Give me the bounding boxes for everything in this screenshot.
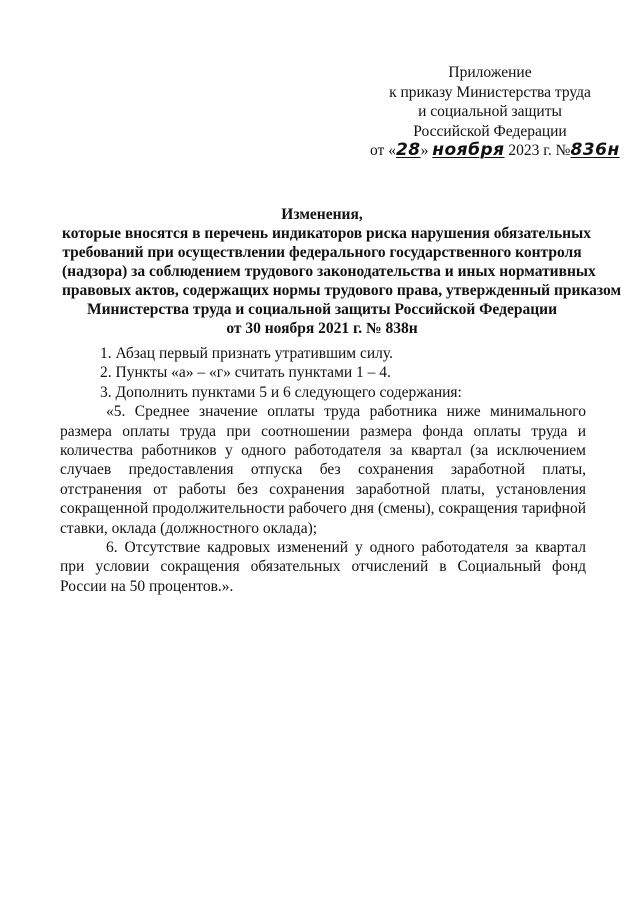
date-year-number-label: 2023 г. № (508, 142, 571, 159)
title-line-5: правовых актов, содержащих нормы трудового права, утвержденный приказом (62, 282, 622, 299)
title-line-2: которые вносятся в перечень индикаторов риска нарушения обязательных (62, 225, 591, 242)
title-line-3: требований при осуществлении федерального государственного контроля (62, 244, 582, 261)
document-title (62, 205, 622, 338)
date-prefix: от « (370, 142, 396, 159)
appendix-ministry-line: и социальной защиты (418, 103, 562, 120)
appendix-country-line: Российской Федерации (413, 122, 567, 140)
appendix-label: Приложение (448, 64, 532, 81)
handwritten-order-number: 836н (570, 140, 620, 160)
list-item-3: 3. Дополнить пунктами 5 и 6 следующего содержания: (100, 383, 462, 401)
handwritten-month: ноября (432, 140, 505, 160)
paragraph-item-5: «5. Среднее значение оплаты труда работника ниже минимального размера оплаты труда при соотношении размера фонда оплаты труда и количества работников у одного работодателя за квартал (за исключением случаев предоставления отпуска без сохранения заработной платы, отстранения от работы без сохранения заработной платы, установления сокращенной продолжительности рабочего дня (смены), сокращения тарифной ставки, оклада (должностного оклада); (60, 403, 586, 537)
handwritten-day: 28 (395, 140, 421, 160)
title-line-7: от 30 ноября 2021 г. № 838н (226, 320, 418, 337)
title-line-1: Изменения, (281, 206, 363, 223)
appendix-header (370, 63, 620, 161)
document-body (60, 344, 586, 596)
date-quote-close: » (420, 142, 429, 159)
list-item-2: 2. Пункты «а» – «г» считать пунктами 1 – 4. (100, 364, 391, 382)
appendix-date-line (370, 140, 620, 161)
list-item-1: 1. Абзац первый признать утратившим силу. (100, 345, 393, 362)
title-line-4: (надзора) за соблюдением трудового законодательства и иных нормативных (62, 263, 596, 280)
appendix-order-ref: к приказу Министерства труда (389, 83, 591, 101)
title-line-6: Министерства труда и социальной защиты Российской Федерации (87, 301, 557, 318)
paragraph-item-6: 6. Отсутствие кадровых изменений у одного работодателя за квартал при условии сокращения обязательных отчислений в Социальный фонд России на 50 процентов.». (60, 539, 586, 595)
